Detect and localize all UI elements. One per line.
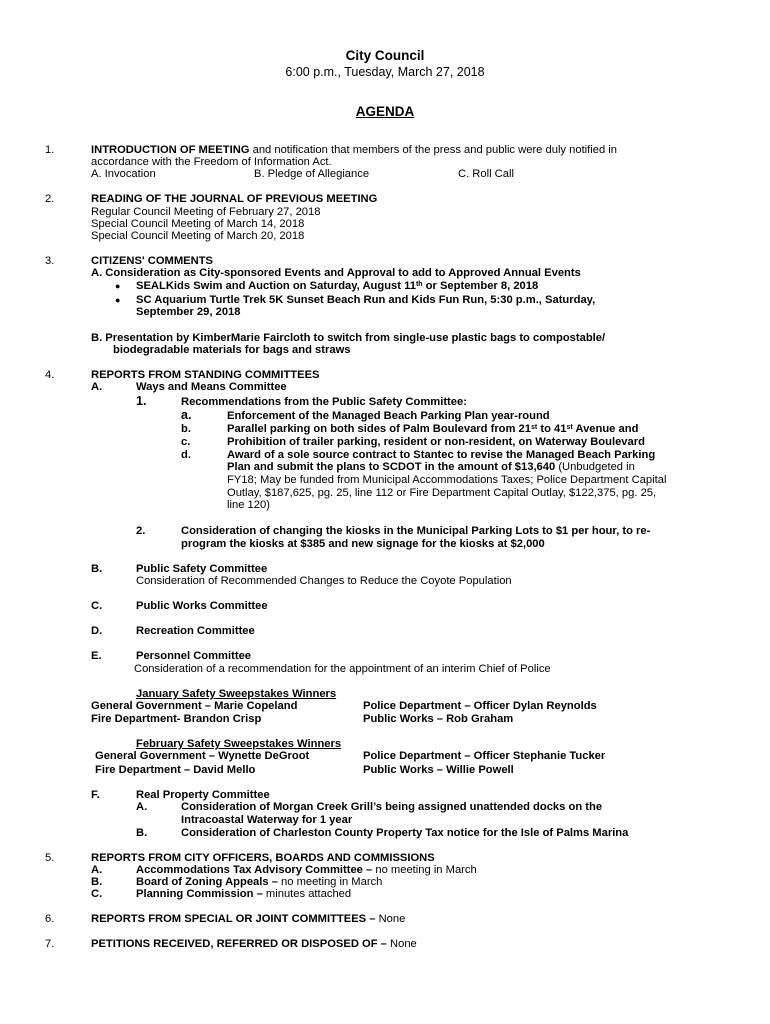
section-heading: REPORTS FROM STANDING COMMITTEES bbox=[91, 369, 320, 381]
committee-title: Public Safety Committee bbox=[136, 563, 268, 575]
section-heading: CITIZENS' COMMENTS bbox=[91, 255, 213, 267]
item-text: Outlay, $187,625, pg. 25, line 112 or Fire Department Capital Outlay, $122,375, pg. 25, bbox=[227, 487, 657, 499]
item-number: 2. bbox=[136, 525, 146, 537]
sweepstakes-winner: Public Works – Willie Powell bbox=[363, 764, 514, 776]
item-number: 1. bbox=[136, 394, 147, 408]
section-number: 5. bbox=[45, 852, 55, 864]
section-number: 2. bbox=[45, 193, 55, 205]
board-status: no meeting in March bbox=[277, 876, 383, 888]
item-letter: A. bbox=[136, 801, 148, 813]
section-text: accordance with the Freedom of Information Act. bbox=[91, 156, 332, 168]
sweepstakes-winner: Fire Department – David Mello bbox=[95, 764, 256, 776]
item-letter: d. bbox=[181, 449, 191, 461]
item-letter: A. bbox=[91, 864, 103, 876]
item-text: Consideration of Morgan Creek Grill’s being assigned unattended docks on the bbox=[181, 801, 603, 813]
section-line bbox=[91, 913, 405, 926]
section-number: 7. bbox=[45, 938, 55, 950]
sweepstakes-winner: Police Department – Officer Dylan Reynolds bbox=[363, 700, 597, 712]
sub-item-cont: biodegradable materials for bags and straws bbox=[113, 344, 351, 356]
sweepstakes-title: January Safety Sweepstakes Winners bbox=[136, 688, 337, 700]
section-heading: REPORTS FROM CITY OFFICERS, BOARDS AND COMMISSIONS bbox=[91, 852, 435, 864]
item-text-part: to 41 bbox=[537, 423, 567, 435]
event-item: SC Aquarium Turtle Trek 5K Sunset Beach Run and Kids Fun Run, 5:30 p.m., Saturday, bbox=[136, 294, 596, 306]
sweepstakes-title: February Safety Sweepstakes Winners bbox=[136, 738, 342, 750]
item-text: Consideration of changing the kiosks in the Municipal Parking Lots to $1 per hour, to re- bbox=[181, 525, 651, 537]
section-heading: REPORTS FROM SPECIAL OR JOINT COMMITTEES – bbox=[91, 913, 376, 925]
committee-title: Ways and Means Committee bbox=[136, 381, 287, 393]
committee-title: Public Works Committee bbox=[136, 600, 268, 612]
item-text: FY18; May be funded from Municipal Accommodations Taxes; Police Department Capital bbox=[227, 474, 667, 486]
committee-letter: A. bbox=[91, 381, 103, 393]
superscript: th bbox=[415, 281, 423, 288]
bullet-icon: ● bbox=[115, 281, 121, 291]
item-text: program the kiosks at $385 and new signage for the kiosks at $2,000 bbox=[181, 538, 545, 550]
section-number: 4. bbox=[45, 369, 55, 381]
board-item bbox=[136, 888, 351, 901]
board-status: minutes attached bbox=[262, 888, 352, 900]
item-text bbox=[227, 461, 635, 474]
board-name: Board of Zoning Appeals – bbox=[136, 876, 278, 888]
item-text: Award of a sole source contract to Stantec to revise the Managed Beach Parking bbox=[227, 449, 656, 461]
committee-letter: E. bbox=[91, 650, 102, 662]
sweepstakes-winner: General Government – Wynette DeGroot bbox=[95, 750, 310, 762]
sweepstakes-winner: General Government – Marie Copeland bbox=[91, 700, 298, 712]
event-item-cont: September 29, 2018 bbox=[136, 306, 241, 318]
committee-text: Consideration of Recommended Changes to Reduce the Coyote Population bbox=[136, 575, 512, 587]
item-text bbox=[227, 423, 638, 436]
committee-title: Real Property Committee bbox=[136, 789, 270, 801]
section-heading: PETITIONS RECEIVED, REFERRED OR DISPOSED OF – bbox=[91, 938, 387, 950]
bullet-icon: ● bbox=[115, 295, 121, 305]
item-text: Consideration of Charleston County Property Tax notice for the Isle of Palms Marina bbox=[181, 827, 629, 839]
item-text: line 120) bbox=[227, 499, 270, 511]
superscript: st bbox=[531, 424, 538, 431]
item-letter: B. bbox=[136, 827, 148, 839]
section-number: 6. bbox=[45, 913, 55, 925]
item-letter: C. bbox=[91, 888, 103, 900]
event-text: or September 8, 2018 bbox=[422, 280, 539, 292]
agenda-item-pledge: B. Pledge of Allegiance bbox=[254, 168, 370, 180]
board-status: no meeting in March bbox=[372, 864, 477, 876]
committee-text: Consideration of a recommendation for the appointment of an interim Chief of Police bbox=[134, 663, 551, 675]
section-number: 1. bbox=[45, 144, 55, 156]
sub-item: B. Presentation by KimberMarie Faircloth to switch from single-use plastic bags to compostable/ bbox=[91, 332, 606, 344]
agenda-heading: AGENDA bbox=[355, 104, 415, 119]
item-text-part: Plan and submit the plans to SCDOT in the amount of $13,640 bbox=[227, 461, 556, 473]
committee-letter: D. bbox=[91, 625, 103, 637]
document-title: City Council bbox=[345, 48, 425, 63]
superscript: st bbox=[566, 424, 573, 431]
section-number: 3. bbox=[45, 255, 55, 267]
committee-title: Recreation Committee bbox=[136, 625, 255, 637]
board-name: Accommodations Tax Advisory Committee – bbox=[136, 864, 373, 876]
agenda-item-invocation: A. Invocation bbox=[91, 168, 156, 180]
sweepstakes-winner: Fire Department- Brandon Crisp bbox=[91, 713, 262, 725]
item-text-part: Avenue and bbox=[572, 423, 639, 435]
section-text: None bbox=[386, 938, 417, 950]
event-text: SEALKids Swim and Auction on Saturday, August 11 bbox=[136, 280, 416, 292]
agenda-item-roll-call: C. Roll Call bbox=[458, 168, 514, 180]
journal-item: Regular Council Meeting of February 27, 2018 bbox=[91, 206, 321, 218]
event-item bbox=[136, 280, 538, 293]
section-text: None bbox=[375, 913, 406, 925]
committee-letter: B. bbox=[91, 563, 103, 575]
sweepstakes-winner: Public Works – Rob Graham bbox=[363, 713, 514, 725]
section-heading: READING OF THE JOURNAL OF PREVIOUS MEETING bbox=[91, 193, 378, 205]
item-letter: a. bbox=[181, 408, 192, 422]
journal-item: Special Council Meeting of March 20, 2018 bbox=[91, 230, 305, 242]
committee-title: Personnel Committee bbox=[136, 650, 252, 662]
journal-item: Special Council Meeting of March 14, 2018 bbox=[91, 218, 305, 230]
board-name: Planning Commission – bbox=[136, 888, 263, 900]
sub-item: A. Consideration as City-sponsored Events and Approval to add to Approved Annual Events bbox=[91, 267, 581, 279]
item-title: Recommendations from the Public Safety Committee: bbox=[181, 396, 467, 408]
item-text: Enforcement of the Managed Beach Parking Plan year-round bbox=[227, 410, 550, 422]
item-letter: b. bbox=[181, 423, 191, 435]
section-heading: INTRODUCTION OF MEETING bbox=[91, 144, 250, 156]
section-text: and notification that members of the press and public were duly notified in bbox=[249, 144, 618, 156]
section-line bbox=[91, 938, 417, 951]
committee-letter: F. bbox=[91, 789, 100, 801]
item-text: Prohibition of trailer parking, resident or non-resident, on Waterway Boulevard bbox=[227, 436, 645, 448]
item-letter: B. bbox=[91, 876, 103, 888]
sweepstakes-winner: Police Department – Officer Stephanie Tucker bbox=[363, 750, 606, 762]
item-text-part: (Unbudgeted in bbox=[555, 461, 635, 473]
committee-letter: C. bbox=[91, 600, 103, 612]
item-letter: c. bbox=[181, 436, 191, 448]
item-text: Intracoastal Waterway for 1 year bbox=[181, 814, 353, 826]
meeting-time: 6:00 p.m., Tuesday, March 27, 2018 bbox=[285, 65, 485, 79]
item-text-part: Parallel parking on both sides of Palm Boulevard from 21 bbox=[227, 423, 532, 435]
